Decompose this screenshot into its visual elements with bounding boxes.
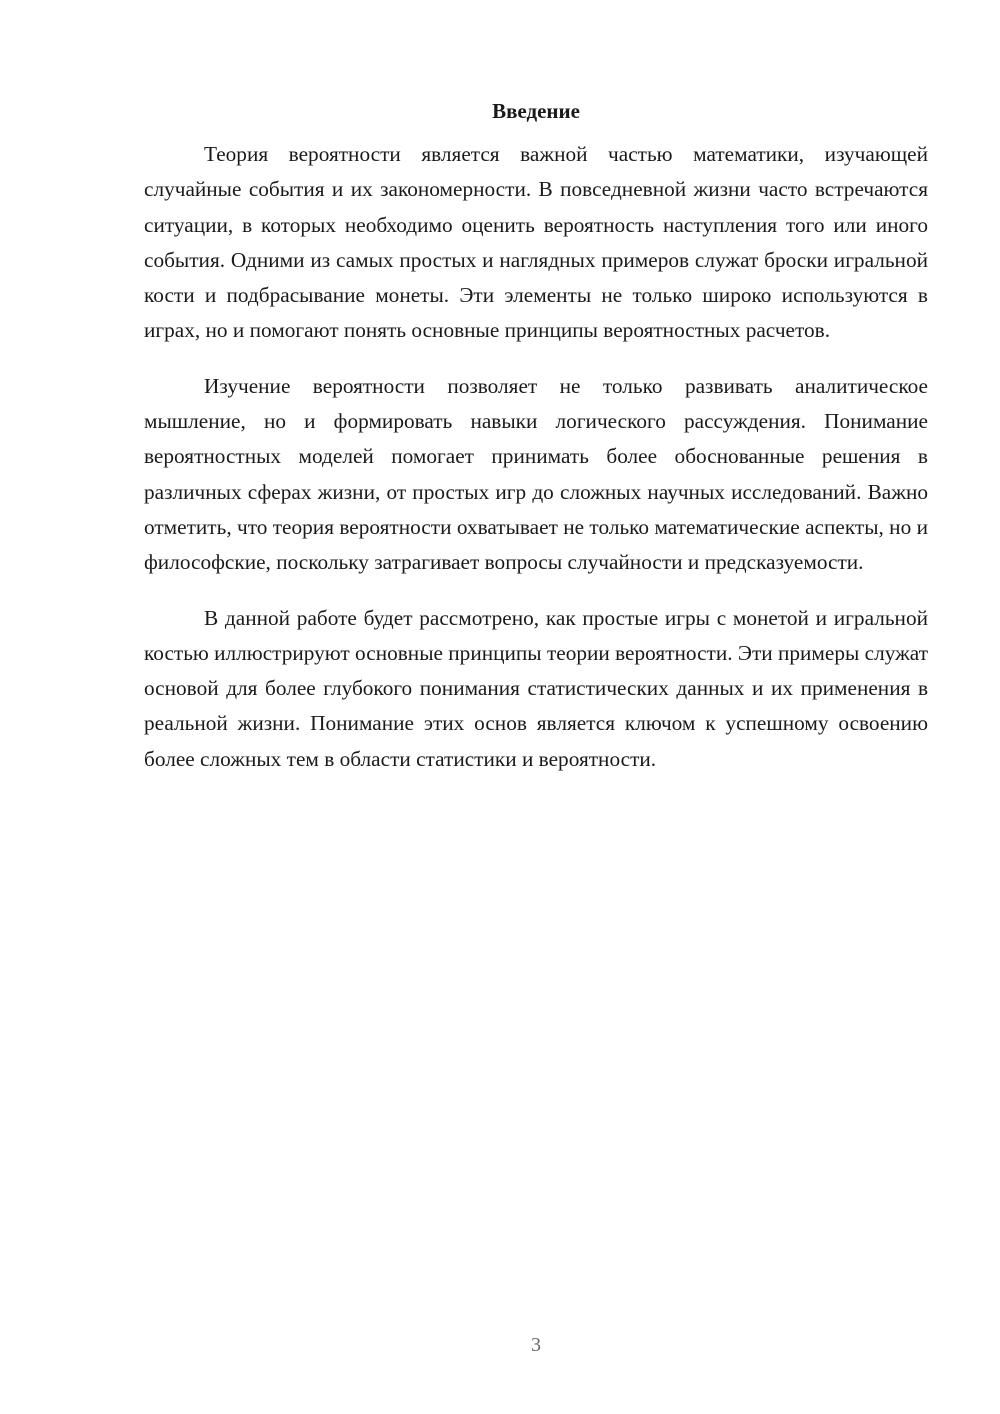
- page-content: [144, 97, 928, 797]
- paragraph-2: Изучение вероятности позволяет не только развивать аналитическое мышление, но и формировать навыки логического рассуждения. Понимание вероятностных моделей помогает принимать более обоснованные решения в различных сферах жизни, от простых игр до сложных научных исследований. Важно отметить, что теория вероятности охватывает не только математические аспекты, но и философские, поскольку затрагивает вопросы случайности и предсказуемости.: [144, 373, 928, 575]
- page-number: 3: [531, 1334, 541, 1356]
- paragraph-3: В данной работе будет рассмотрено, как простые игры с монетой и игральной костью иллюстрируют основные принципы теории вероятности. Эти примеры служат основой для более глубокого понимания статистических данных и их применения в реальной жизни. Понимание этих основ является ключом к успешному освоению более сложных тем в области статистики и вероятности.: [144, 605, 928, 771]
- section-title: Введение: [492, 99, 580, 123]
- paragraph-1: Теория вероятности является важной частью математики, изучающей случайные события и их закономерности. В повседневной жизни часто встречаются ситуации, в которых необходимо оценить вероятность наступления того или иного события. Одними из самых простых и наглядных примеров служат броски игральной кости и подбрасывание монеты. Эти элементы не только широко используются в играх, но и помогают понять основные принципы вероятностных расчетов.: [144, 142, 928, 343]
